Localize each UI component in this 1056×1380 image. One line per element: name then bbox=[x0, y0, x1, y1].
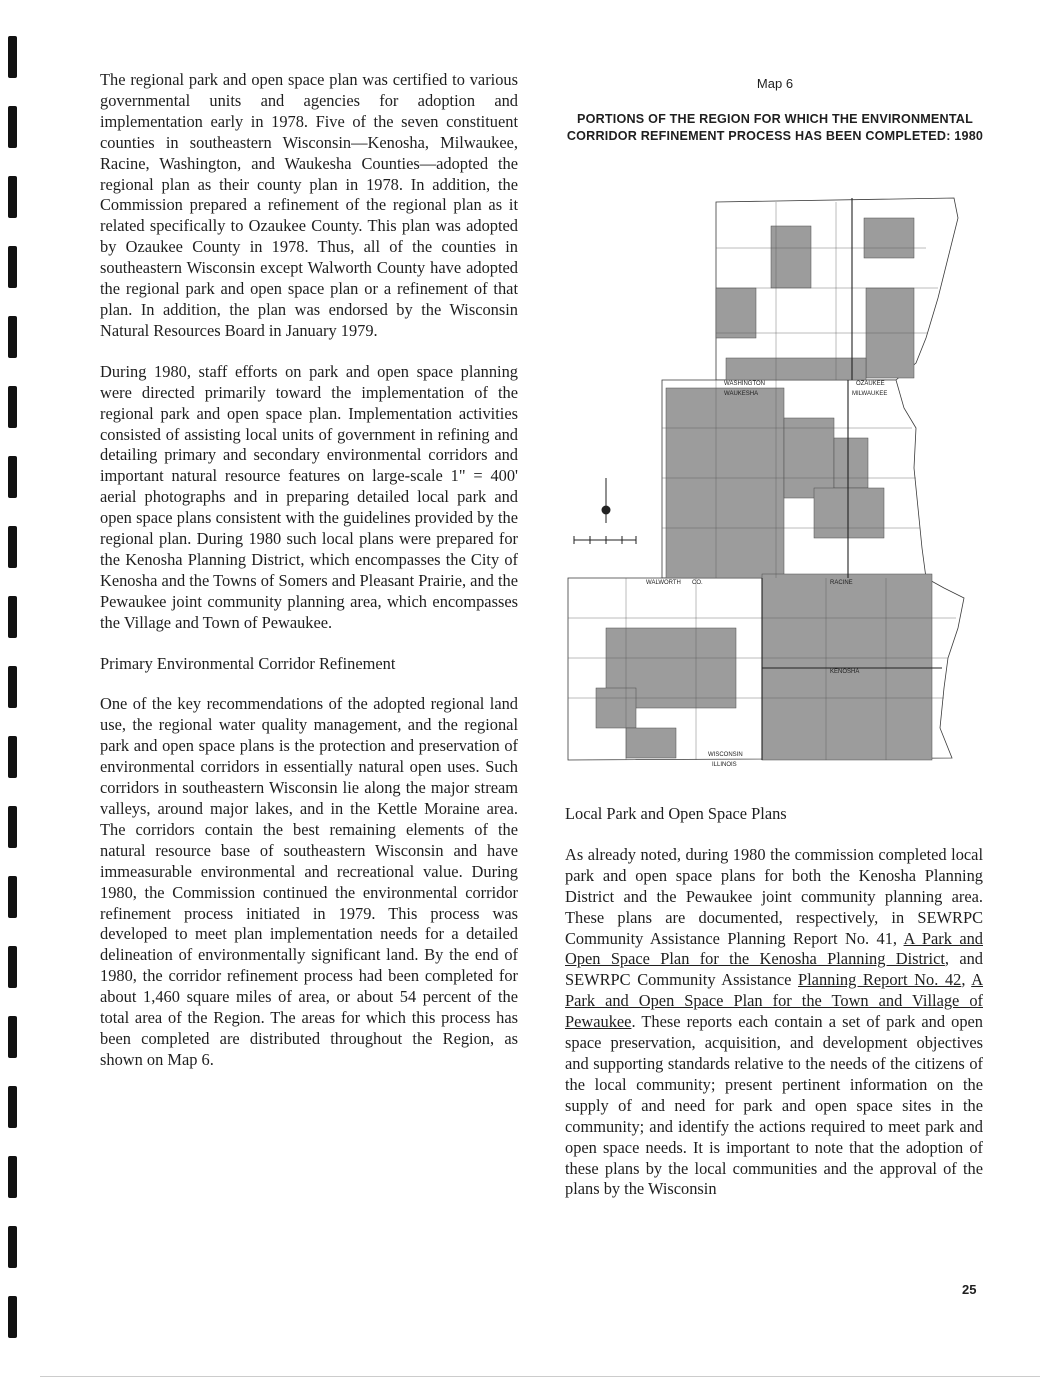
page-number: 25 bbox=[962, 1282, 977, 1297]
label-waukesha: WAUKESHA bbox=[724, 391, 759, 397]
report-title-pewaukee: A Park and Open Space Plan for the Town and Village of Pewaukee bbox=[565, 970, 984, 1032]
section-heading-local-plans: Local Park and Open Space Plans bbox=[565, 804, 787, 823]
report-title-kenosha: A Park and Open Space Plan for the Kenosha Planning District bbox=[565, 928, 983, 969]
section-heading-corridor-refinement: Primary Environmental Corridor Refinement bbox=[100, 653, 396, 673]
label-racine: RACINE bbox=[830, 580, 853, 586]
completed-area bbox=[666, 388, 784, 578]
text-segment: , and SEWRPC Community Assistance bbox=[565, 949, 983, 990]
map-caption bbox=[560, 76, 990, 145]
label-ozaukee: OZAUKEE bbox=[856, 381, 885, 387]
completed-area bbox=[762, 574, 932, 760]
spiral-binding bbox=[0, 0, 20, 1380]
text-segment: . These reports each contain a set of park and open space preservation, acquisition, and development objectives and supporting standards relative to the needs of the citizens of the local community; present pertinent information on the supply of and need for park and open space sites in the community; and identify the actions required to meet park and open space needs. It is important to note that the adoption of these plans by the local communities and the approval of the plans by the Wisconsin bbox=[565, 1012, 983, 1199]
completed-area bbox=[814, 488, 884, 538]
bottom-rule bbox=[40, 1376, 1040, 1377]
label-kenosha: KENOSHA bbox=[830, 669, 860, 675]
completed-area bbox=[726, 358, 866, 380]
completed-area bbox=[864, 218, 914, 258]
paragraph-1980-staff-efforts: During 1980, staff efforts on park and open space planning were directed primarily toward the implementation of the regional park and open space plan. Implementation activities consisted of assisting local units of government in refining and detailing primary and secondary environmental corridors and important natural resource features on large-scale 1" = 400' aerial photographs and in preparing detailed local park and open space plans consistent with the guidelines provided by the regional plan. During 1980 such local plans were prepared for the Kenosha Planning District, which encompasses the City of Kenosha and the Towns of Somers and Pleasant Prairie, and the Pewaukee joint community planning area, which encompasses the Village and Town of Pewaukee. bbox=[100, 361, 518, 632]
completed-area bbox=[716, 288, 756, 338]
completed-area bbox=[834, 438, 868, 488]
completed-area bbox=[771, 226, 811, 288]
completed-area bbox=[784, 418, 834, 498]
map-title: PORTIONS OF THE REGION FOR WHICH THE ENVIRONMENTAL CORRIDOR REFINEMENT PROCESS HAS BEEN COMPLETED: 1980 bbox=[566, 112, 984, 143]
label-milwaukee: MILWAUKEE bbox=[852, 391, 888, 397]
label-washington: WASHINGTON bbox=[724, 381, 766, 387]
left-column bbox=[100, 70, 518, 1091]
map-label: Map 6 bbox=[756, 76, 794, 91]
label-illinois: ILLINOIS bbox=[712, 762, 737, 768]
label-walworth-co: CO. bbox=[692, 580, 703, 586]
completed-area bbox=[596, 688, 636, 728]
label-wisconsin: WISCONSIN bbox=[708, 752, 743, 758]
region-map bbox=[566, 188, 976, 770]
label-walworth: WALWORTH bbox=[646, 580, 681, 586]
paragraph-corridor-refinement: One of the key recommendations of the adopted regional land use, the regional water quality management, and the regional park and open space plans is the protection and preservation of environmental corridors in essentially natural open uses. Such corridors in southeastern Wisconsin lie along the major stream valleys, around major lakes, and in the Kettle Moraine area. The corridors contain the best remaining elements of the natural resource base of southeastern Wisconsin and have immeasurable environmental and recreational value. During 1980, the Commission continued the environmental corridor refinement process initiated in 1979. This process was developed to meet plan implementation needs for a detailed delineation of environmentally significant land. By the end of 1980, the corridor refinement process had been completed for about 1,460 square miles of area, or about 54 percent of the total area of the Region. The areas for which this process has been completed are distributed throughout the Region, as shown on Map 6. bbox=[100, 694, 518, 1069]
scale-bar-icon bbox=[574, 536, 636, 544]
text-segment: , bbox=[961, 970, 972, 990]
text-segment: As already noted, during 1980 the commission completed local park and open space plans for both the Kenosha Planning District and the Pewaukee joint community planning area. These plans are documented, respectively, in SEWRPC Community Assistance Planning Report No. 41, bbox=[565, 844, 983, 948]
north-arrow-icon bbox=[602, 478, 610, 523]
report-number-42: Planning Report No. 42 bbox=[798, 970, 962, 990]
paragraph-plan-adoption: The regional park and open space plan was certified to various governmental units and agencies for adoption and implementation early in 1978. Five of the seven constituent counties in southeastern Wisconsin—Kenosha, Milwaukee, Racine, Washington, and Waukesha Counties—adopted the regional plan as their county plan in 1978. In addition, the Commission prepared a refinement of the regional plan as it related specifically to Ozaukee County. This plan was adopted by Ozaukee County in 1978. Thus, all of the counties in southeastern Wisconsin except Walworth County have adopted the regional park and open space plan or a refinement of that plan. In addition, the plan was endorsed by the Wisconsin Natural Resources Board in January 1979. bbox=[100, 70, 518, 340]
paragraph-local-plans bbox=[565, 845, 983, 1200]
right-column bbox=[565, 804, 983, 1220]
completed-area bbox=[626, 728, 676, 758]
